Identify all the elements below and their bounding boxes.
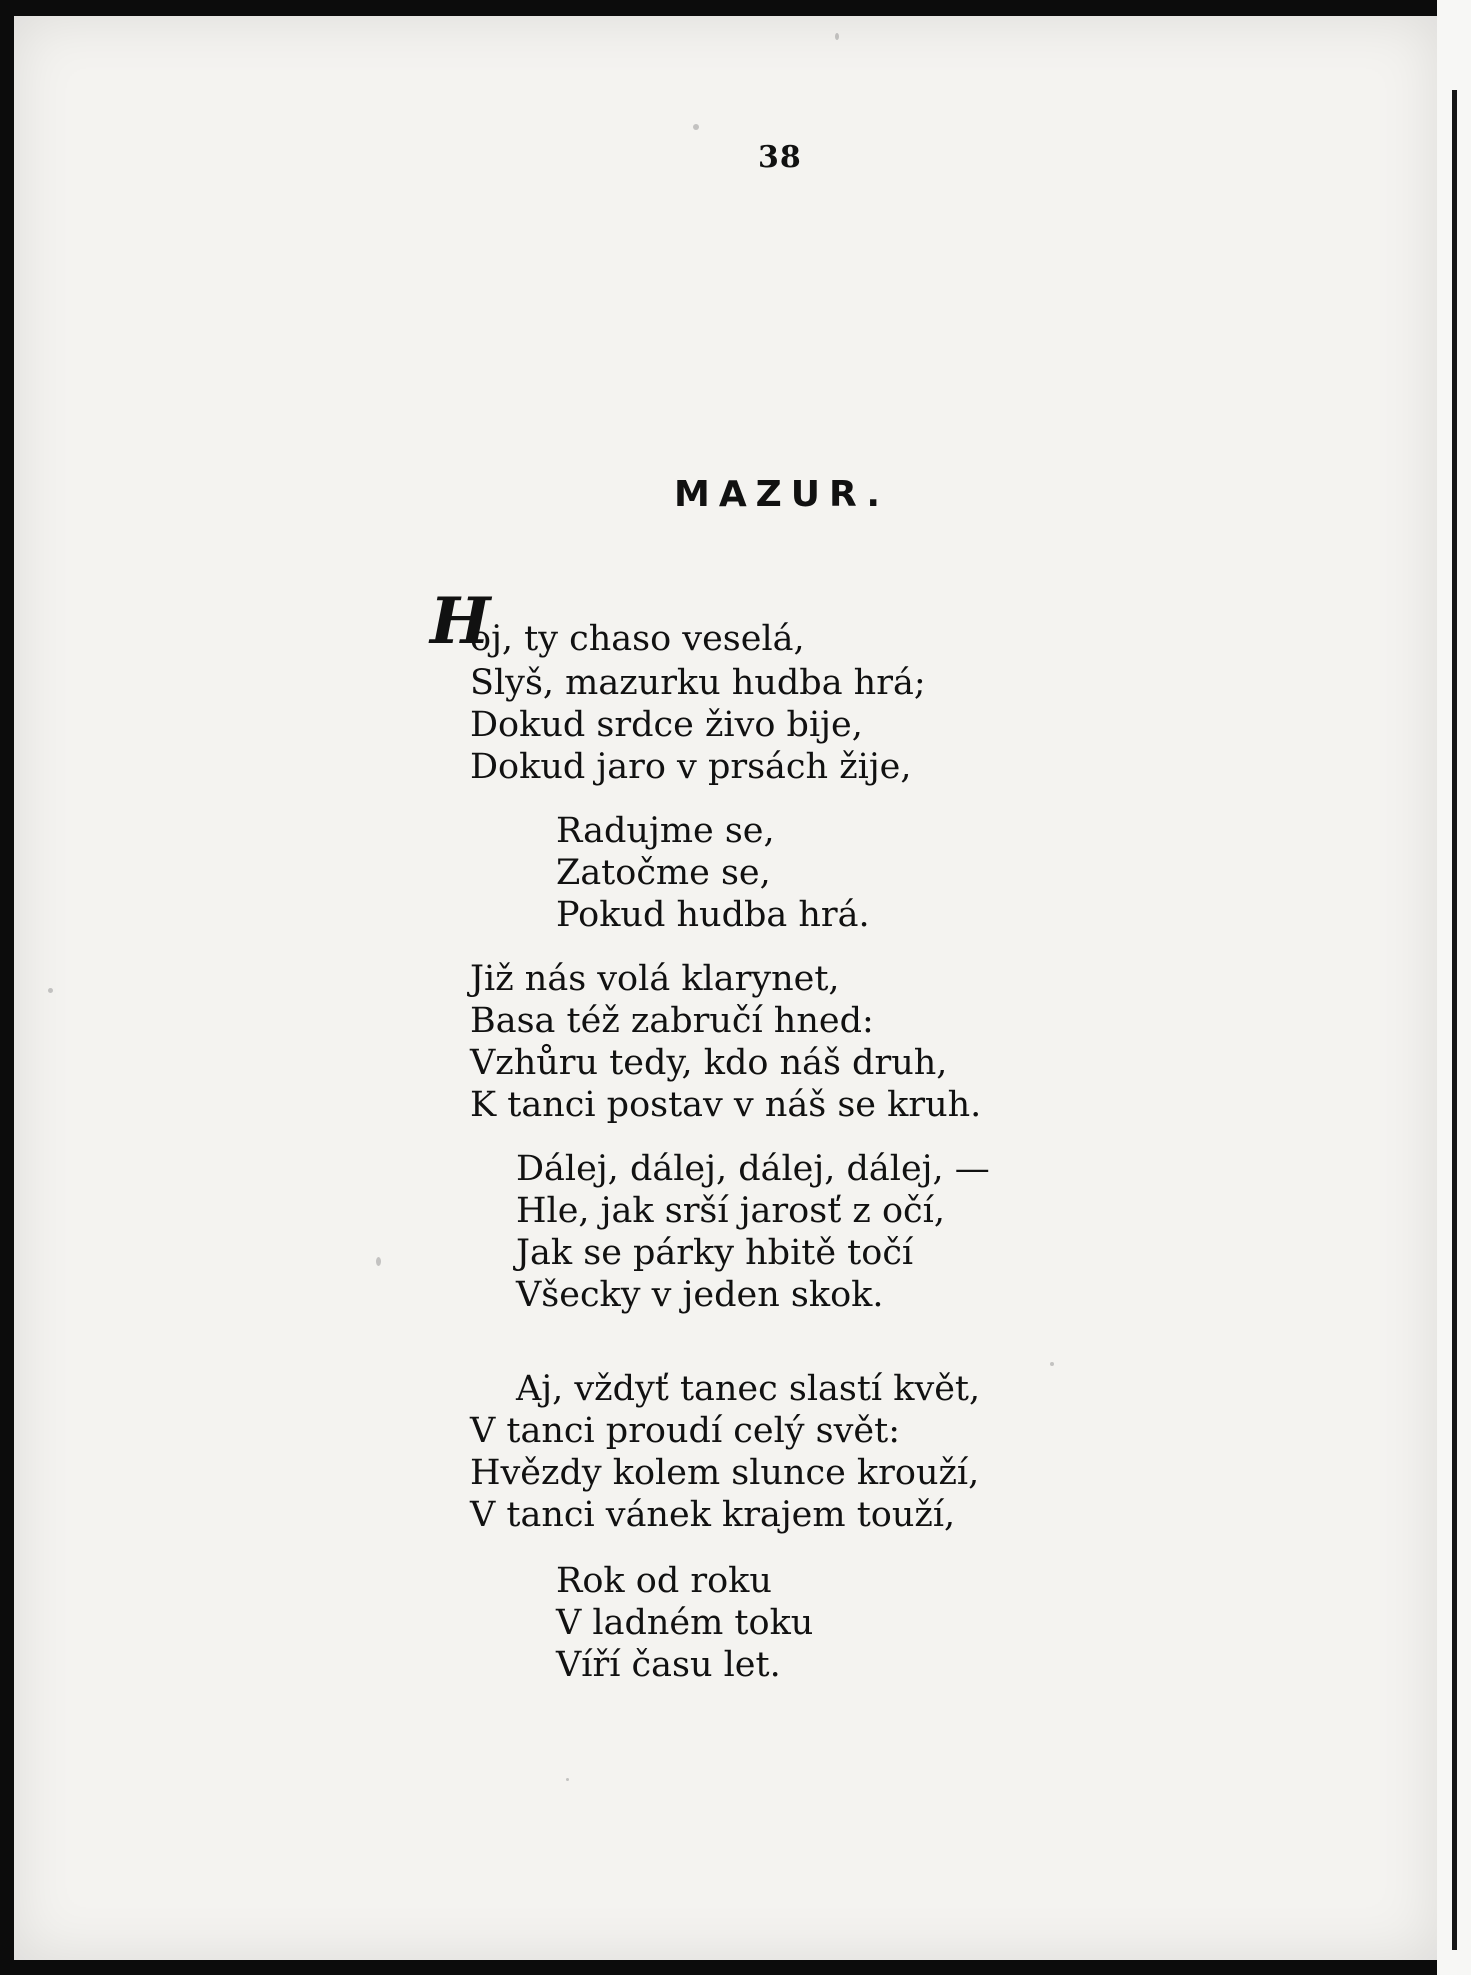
poem-line: K tanci postav v náš se kruh. xyxy=(470,1085,982,1125)
poem-line: Aj, vždyť tanec slastí květ, xyxy=(516,1369,981,1409)
poem-line: Zatočme se, xyxy=(556,853,771,893)
poem-line: Pokud hudba hrá. xyxy=(556,895,870,935)
poem-line: Hle, jak srší jarosť z očí, xyxy=(516,1191,945,1231)
poem-line: Radujme se, xyxy=(556,811,775,851)
poem-line: V tanci vánek krajem touží, xyxy=(470,1495,956,1535)
page-number: 38 xyxy=(758,140,802,175)
poem-line: Dokud srdce živo bije, xyxy=(470,705,863,745)
drop-cap: H xyxy=(430,584,491,659)
poem-line: Dálej, dálej, dálej, dálej, — xyxy=(516,1149,990,1189)
poem-line: Hvězdy kolem slunce krouží, xyxy=(470,1453,980,1493)
poem-title: MAZUR. xyxy=(674,474,890,515)
poem-line: V tanci proudí celý svět: xyxy=(470,1411,900,1451)
poem-line: Vzhůru tedy, kdo náš druh, xyxy=(470,1043,948,1083)
poem-line: V ladném toku xyxy=(556,1603,814,1643)
poem-line: Slyš, mazurku hudba hrá; xyxy=(470,663,926,703)
poem-line: Rok od roku xyxy=(556,1561,772,1601)
poem-line: Všecky v jeden skok. xyxy=(516,1275,884,1315)
poem-line: Víří času let. xyxy=(556,1645,781,1685)
poem-line: oj, ty chaso veselá, xyxy=(470,619,805,659)
poem-line: Basa též zabručí hned: xyxy=(470,1001,874,1041)
poem-line: Jak se párky hbitě točí xyxy=(516,1233,914,1273)
poem-line: Již nás volá klarynet, xyxy=(470,959,840,999)
poem-line: Dokud jaro v prsách žije, xyxy=(470,747,912,787)
